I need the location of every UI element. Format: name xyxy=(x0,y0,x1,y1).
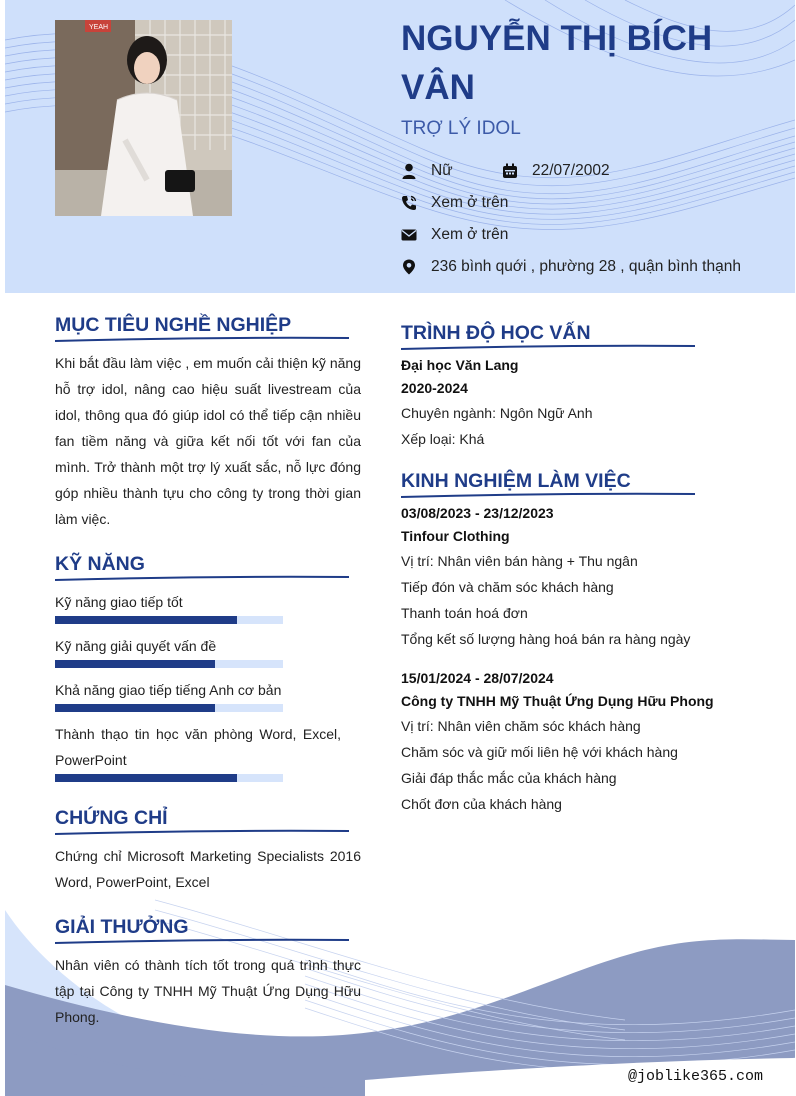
job-detail: Tiếp đón và chăm sóc khách hàng xyxy=(401,579,614,595)
skill-bar xyxy=(55,616,283,624)
address-row xyxy=(401,258,741,276)
job-company: Công ty TNHH Mỹ Thuật Ứng Dụng Hữu Phong xyxy=(401,693,714,709)
site-watermark: @joblike365.com xyxy=(628,1068,764,1085)
phone-row xyxy=(401,194,508,212)
gender-value: Nữ xyxy=(431,162,453,179)
skills-title: KỸ NĂNG xyxy=(55,553,145,575)
job-detail: Vị trí: Nhân viên bán hàng + Thu ngân xyxy=(401,553,638,569)
objective-title: MỤC TIÊU NGHỀ NGHIỆP xyxy=(55,314,292,336)
objective-text: Khi bắt đầu làm việc , em muốn cải thiện kỹ năng hỗ trợ idol, nâng cao hiệu suất livestream của idol, thông qua đó giúp idol có thể tiếp cận nhiều fan tiềm năng và giữa kết nối tốt với fan của mình. Trở thành một trợ lý xuất sắc, nỗ lực đóng góp nhiều thành tựu cho công ty trong thời gian làm việc. xyxy=(55,355,361,527)
certificates-text: Chứng chỉ Microsoft Marketing Specialists 2016 Word, PowerPoint, Excel xyxy=(55,848,361,890)
experience-underline xyxy=(401,491,697,499)
skills-underline xyxy=(55,574,351,582)
skill-bar-fill xyxy=(55,704,215,712)
profile-photo xyxy=(55,20,232,216)
job-detail: Tổng kết số lượng hàng hoá bán ra hàng ngày xyxy=(401,631,691,647)
skill-bar xyxy=(55,660,283,668)
skill-label: Kỹ năng giao tiếp tốt xyxy=(55,594,183,610)
phone-value: Xem ở trên xyxy=(431,194,509,211)
job-company: Tinfour Clothing xyxy=(401,528,510,544)
calendar-icon xyxy=(502,163,518,179)
phone-icon xyxy=(401,195,417,211)
objective-underline xyxy=(55,335,351,343)
email-value: Xem ở trên xyxy=(431,226,509,243)
awards-text: Nhân viên có thành tích tốt trong quá trình thực tập tại Công ty TNHH Mỹ Thuật Ứng Dụng Hữu Phong. xyxy=(55,957,361,1025)
education-underline xyxy=(401,343,697,351)
education-school: Đại học Văn Lang xyxy=(401,357,519,373)
email-row xyxy=(401,226,508,244)
education-major: Chuyên ngành: Ngôn Ngữ Anh xyxy=(401,405,593,421)
certificates-underline xyxy=(55,828,351,836)
certificates-title: CHỨNG CHỈ xyxy=(55,807,168,829)
awards-title: GIẢI THƯỞNG xyxy=(55,916,189,938)
user-icon xyxy=(401,163,417,179)
skill-label: Kỹ năng giải quyết vấn đề xyxy=(55,638,217,654)
education-grade: Xếp loại: Khá xyxy=(401,431,485,447)
candidate-name: NGUYỄN THỊ BÍCH VÂN xyxy=(401,19,713,107)
skill-label: Thành thạo tin học văn phòng Word, Excel, PowerPoint xyxy=(55,726,341,768)
awards-underline xyxy=(55,937,351,945)
svg-text:YEAH: YEAH xyxy=(89,24,109,31)
header-band xyxy=(5,0,795,293)
skill-bar-fill xyxy=(55,660,215,668)
job-detail: Chốt đơn của khách hàng xyxy=(401,796,562,812)
address-value: 236 bình quới , phường 28 , quận bình thạnh xyxy=(431,258,741,275)
dob-value: 22/07/2002 xyxy=(532,162,610,179)
education-title: TRÌNH ĐỘ HỌC VẤN xyxy=(401,322,591,344)
skill-bar-fill xyxy=(55,774,237,782)
education-years: 2020-2024 xyxy=(401,380,468,396)
gender-row xyxy=(401,162,453,180)
job-detail: Thanh toán hoá đơn xyxy=(401,605,528,621)
skill-bar xyxy=(55,774,283,782)
job-detail: Chăm sóc và giữ mối liên hệ với khách hàng xyxy=(401,744,678,760)
candidate-role: TRỢ LÝ IDOL xyxy=(401,118,521,139)
job-detail: Giải đáp thắc mắc của khách hàng xyxy=(401,770,617,786)
job-period: 15/01/2024 - 28/07/2024 xyxy=(401,670,554,686)
skill-bar-fill xyxy=(55,616,237,624)
job-period: 03/08/2023 - 23/12/2023 xyxy=(401,505,554,521)
resume-page xyxy=(5,0,795,1096)
skill-label: Khả năng giao tiếp tiếng Anh cơ bản xyxy=(55,682,282,698)
job-detail: Vị trí: Nhân viên chăm sóc khách hàng xyxy=(401,718,641,734)
dob-row xyxy=(502,162,610,180)
experience-title: KINH NGHIỆM LÀM VIỆC xyxy=(401,470,631,492)
envelope-icon xyxy=(401,227,417,243)
skill-bar xyxy=(55,704,283,712)
map-pin-icon xyxy=(401,259,417,275)
